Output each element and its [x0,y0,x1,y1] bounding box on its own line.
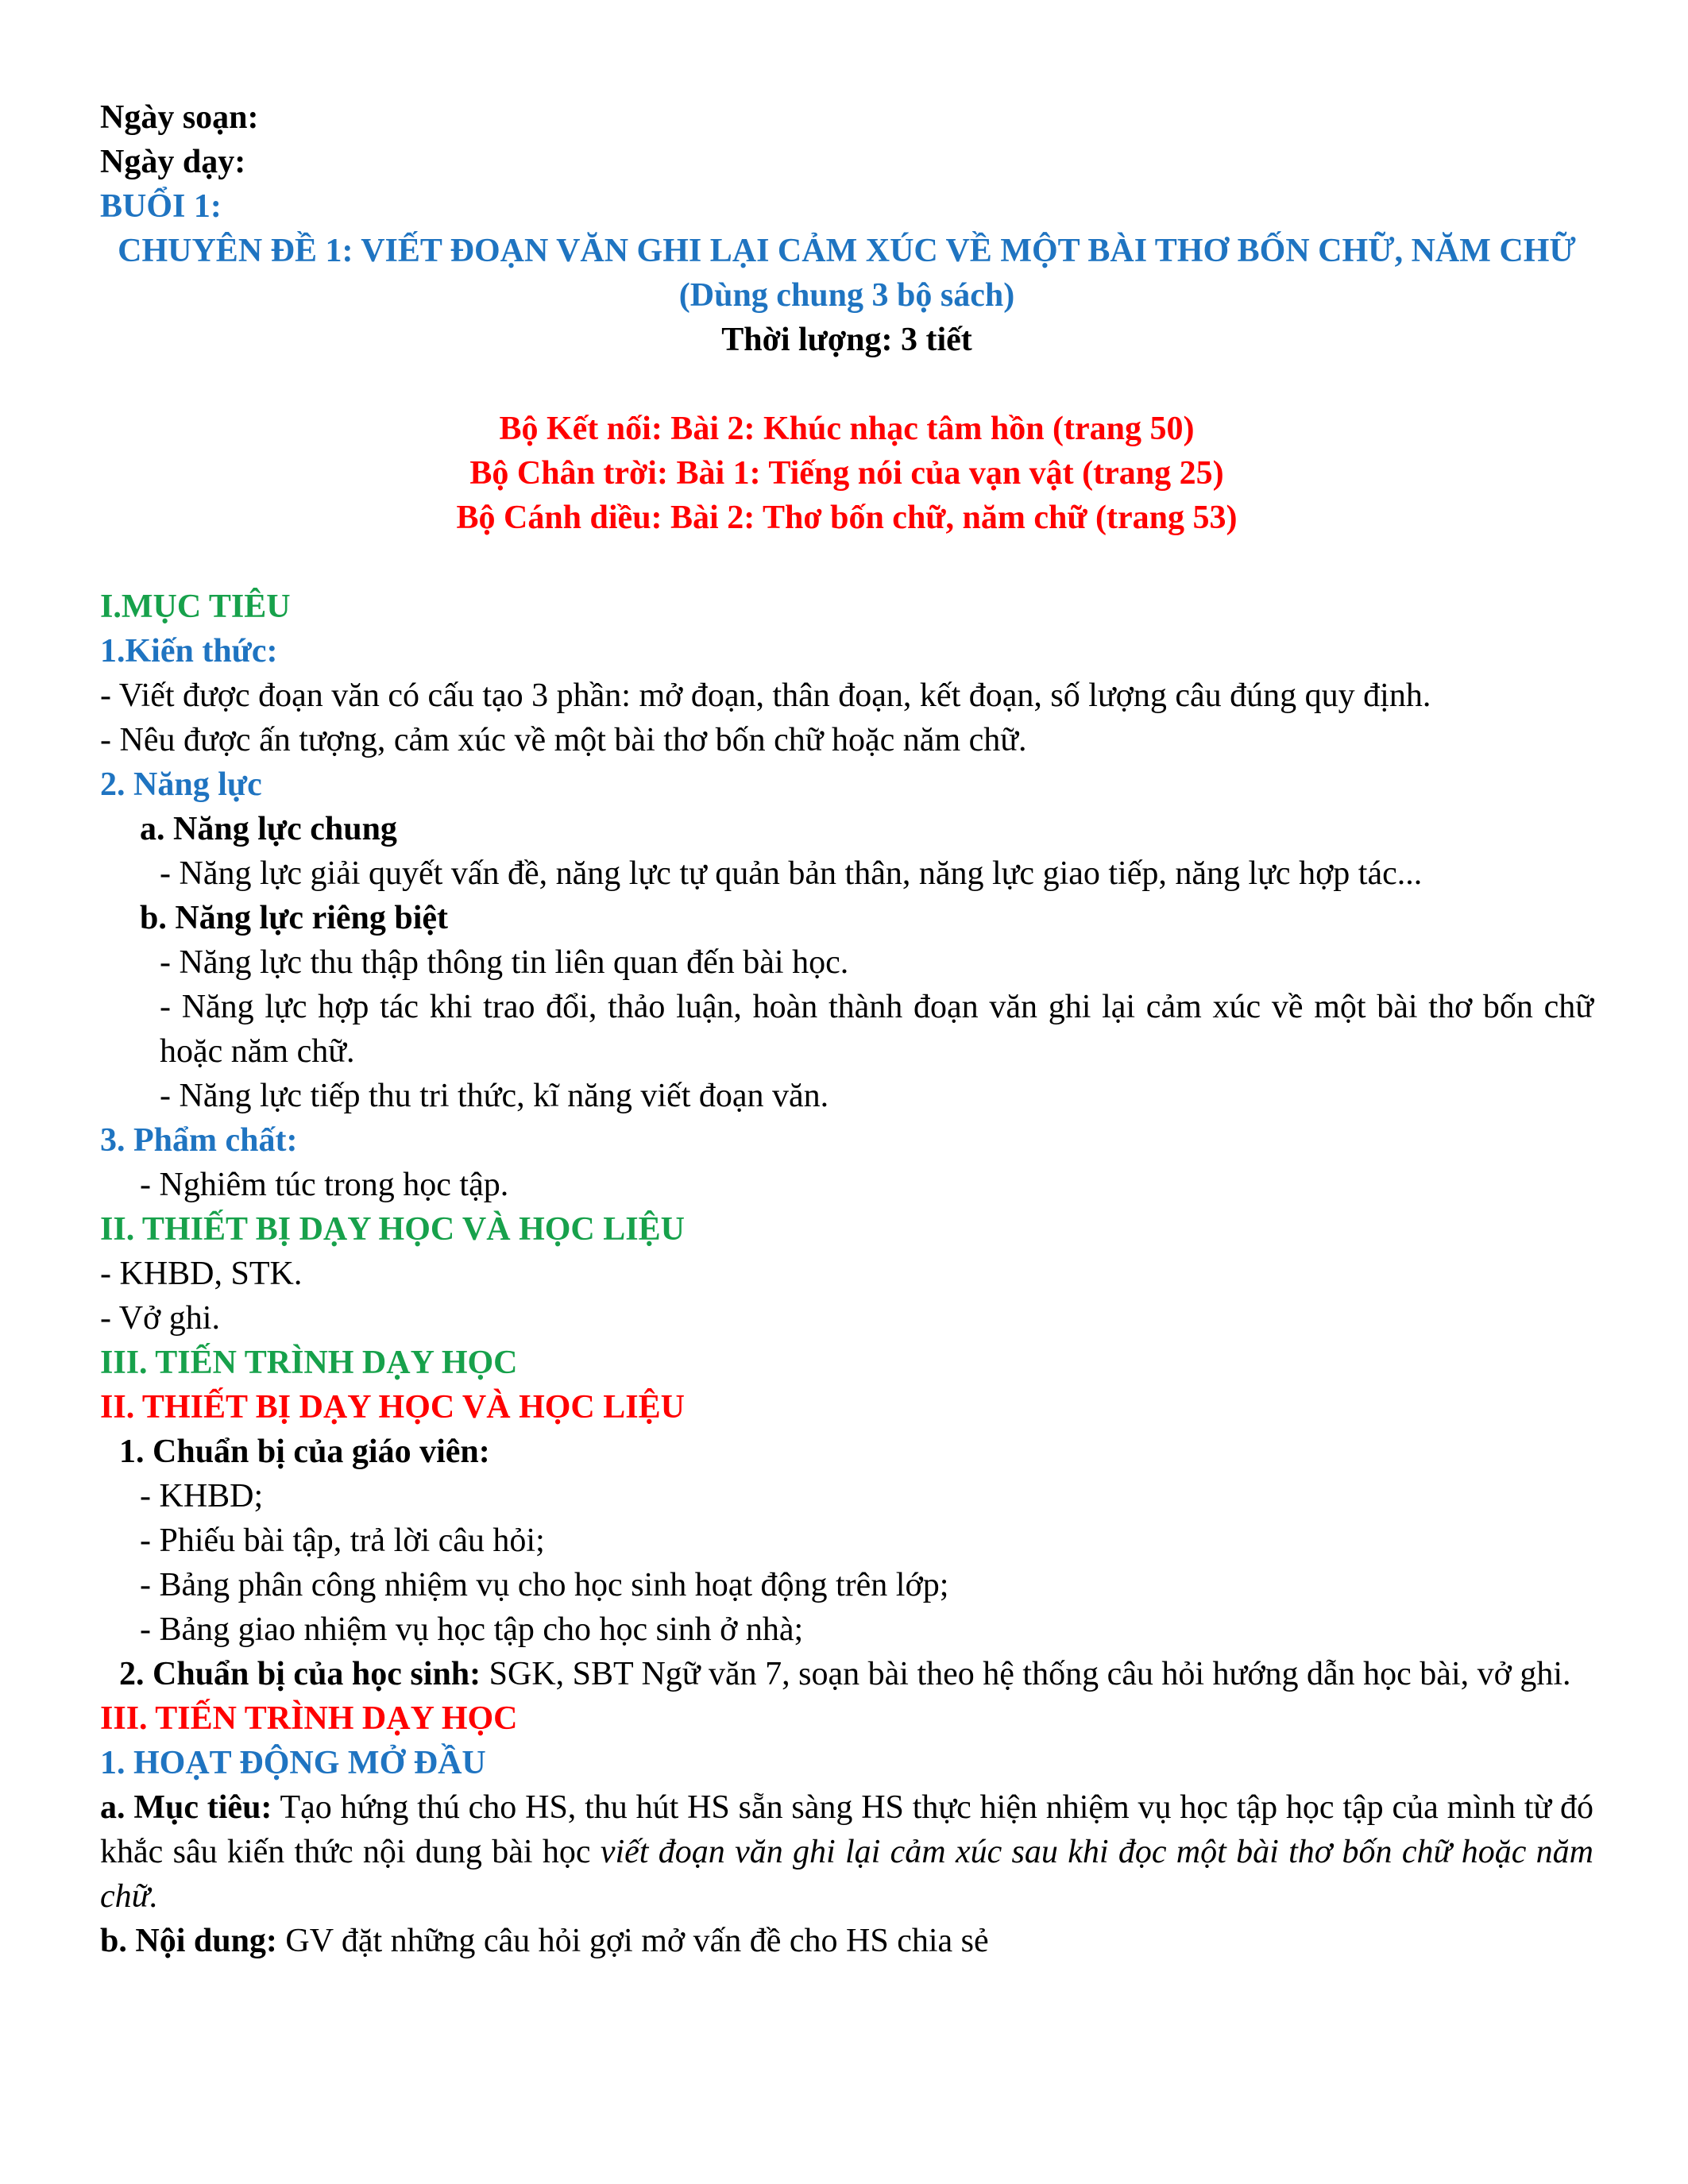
equipment-item: - KHBD, STK. [100,1256,303,1292]
equipment-item: - Vở ghi. [100,1300,220,1337]
specific-competence-item: - Năng lực hợp tác khi trao đổi, thảo luận, hoàn thành đoạn văn ghi lại cảm xúc về một bài thơ bốn chữ hoặc năm chữ. [160,989,1593,1070]
content-text: GV đặt những câu hỏi gợi mở vấn đề cho HS chia sẻ [276,1923,989,1959]
spacer [100,362,1593,407]
teacher-prep-item: - KHBD; [140,1478,264,1515]
quality-heading: 3. Phẩm chất: [100,1122,298,1159]
teacher-prep-item: - Phiếu bài tập, trả lời câu hỏi; [140,1522,545,1559]
prep-date-label: Ngày soạn: [100,99,259,136]
goal-label: a. Mục tiêu: [100,1789,272,1826]
section-equipment-heading-red: II. THIẾT BỊ DẠY HỌC VÀ HỌC LIỆU [100,1389,685,1426]
content-paragraph [100,1919,1593,1963]
book-ket-noi: Bộ Kết nối: Bài 2: Khúc nhạc tâm hồn (trang 50) [499,411,1195,447]
section-process-heading: III. TIẾN TRÌNH DẠY HỌC [100,1345,518,1381]
student-prep-paragraph [100,1652,1593,1696]
shared-note: (Dùng chung 3 bộ sách) [678,277,1015,314]
section-equipment-heading: II. THIẾT BỊ DẠY HỌC VÀ HỌC LIỆU [100,1211,685,1248]
session-label: BUỔI 1: [100,188,222,225]
section-process-heading-red: III. TIẾN TRÌNH DẠY HỌC [100,1700,518,1737]
teacher-prep-item: - Bảng phân công nhiệm vụ cho học sinh hoạt động trên lớp; [140,1567,949,1603]
specific-competence-heading: b. Năng lực riêng biệt [140,900,449,936]
duration-label: Thời lượng: 3 tiết [721,322,972,358]
topic-title: CHUYÊN ĐỀ 1: VIẾT ĐOẠN VĂN GHI LẠI CẢM XÚC VỀ MỘT BÀI THƠ BỐN CHỮ, NĂM CHỮ [118,233,1576,269]
teacher-prep-item: - Bảng giao nhiệm vụ học tập cho học sinh ở nhà; [140,1611,804,1648]
goal-text: Tạo hứng thú cho HS, thu hút HS sẵn sàng HS thực hiện nhiệm vụ học tập học tập của mình từ đó khắc sâu kiến thức nội dung bài học [100,1789,1593,1870]
general-competence-heading: a. Năng lực chung [140,811,397,847]
specific-competence-item: - Năng lực tiếp thu tri thức, kĩ năng viết đoạn văn. [160,1078,829,1114]
book-canh-dieu: Bộ Cánh diều: Bài 2: Thơ bốn chữ, năm chữ (trang 53) [456,500,1238,536]
specific-competence-item: - Năng lực thu thập thông tin liên quan đến bài học. [160,944,849,981]
teach-date-label: Ngày dạy: [100,144,246,180]
activity-heading: 1. HOẠT ĐỘNG MỞ ĐẦU [100,1745,486,1781]
quality-item: - Nghiêm túc trong học tập. [140,1167,509,1203]
knowledge-item: - Nêu được ấn tượng, cảm xúc về một bài thơ bốn chữ hoặc năm chữ. [100,722,1027,758]
document-body [100,95,1593,1963]
knowledge-heading: 1.Kiến thức: [100,633,278,669]
competence-heading: 2. Năng lực [100,766,262,803]
content-label: b. Nội dung: [100,1923,277,1959]
goal-paragraph [100,1785,1593,1919]
student-prep-label: 2. Chuẩn bị của học sinh: [119,1656,481,1692]
spacer [100,540,1593,585]
book-chan-troi: Bộ Chân trời: Bài 1: Tiếng nói của vạn vật (trang 25) [469,455,1224,492]
goal-italic-text: viết đoạn văn ghi lại cảm xúc sau khi đọc một bài thơ bốn chữ hoặc năm chữ. [100,1834,1593,1915]
teacher-prep-heading: 1. Chuẩn bị của giáo viên: [119,1433,490,1470]
knowledge-item: - Viết được đoạn văn có cấu tạo 3 phần: mở đoạn, thân đoạn, kết đoạn, số lượng câu đúng quy định. [100,677,1431,714]
general-competence-item: - Năng lực giải quyết vấn đề, năng lực tự quản bản thân, năng lực giao tiếp, năng lực hợp tác... [160,855,1423,892]
section-objectives-heading: I.MỤC TIÊU [100,588,291,625]
student-prep-text: SGK, SBT Ngữ văn 7, soạn bài theo hệ thống câu hỏi hướng dẫn học bài, vở ghi. [481,1656,1571,1692]
